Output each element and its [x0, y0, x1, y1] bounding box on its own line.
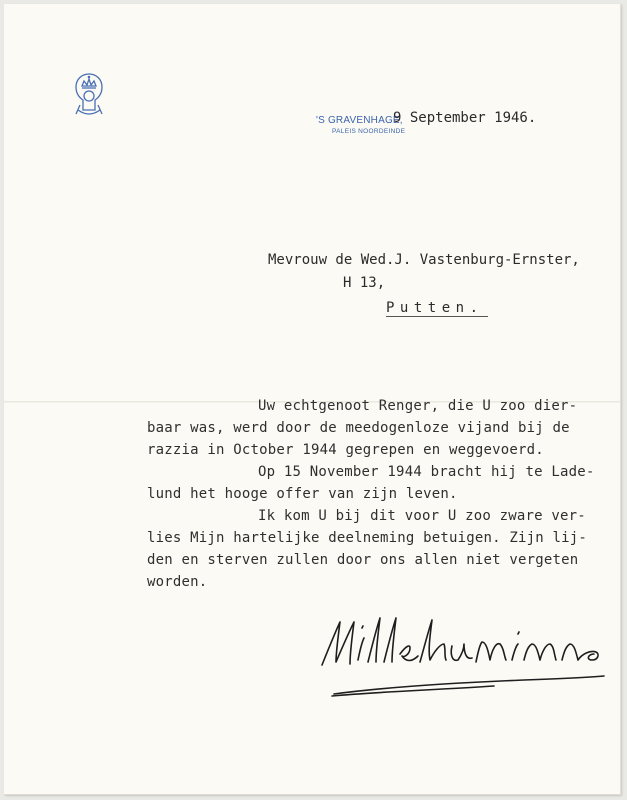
- letterhead-place: 'S GRAVENHAGE,: [316, 115, 403, 126]
- body-line: baar was, werd door de meedogenloze vijand bij de: [147, 420, 570, 436]
- handwritten-signature: [314, 610, 614, 710]
- recipient-house: H 13,: [343, 275, 386, 291]
- body-line: Ik kom U bij dit voor U zoo zware ver-: [258, 508, 586, 524]
- body-line: Uw echtgenoot Renger, die U zoo dier-: [258, 398, 578, 414]
- body-line: razzia in October 1944 gegrepen en weggevoerd.: [147, 442, 544, 458]
- letterhead-palace: PALEIS NOORDEINDE: [332, 128, 406, 135]
- body-line: Op 15 November 1944 bracht hij te Lade-: [258, 464, 595, 480]
- letter-date: 9 September 1946.: [393, 110, 537, 126]
- city-underline: [386, 316, 488, 317]
- royal-crest-icon: [70, 72, 108, 118]
- body-line: den en sterven zullen door ons allen niet vergeten: [147, 552, 579, 568]
- body-line: worden.: [147, 574, 208, 590]
- body-line: lies Mijn hartelijke deelneming betuigen. Zijn lij-: [147, 530, 588, 546]
- body-line: lund het hooge offer van zijn leven.: [147, 486, 458, 502]
- recipient-name: Mevrouw de Wed.J. Vastenburg-Ernster,: [268, 252, 580, 268]
- recipient-city: Putten.: [386, 300, 484, 316]
- recipient-city-block: [386, 297, 484, 316]
